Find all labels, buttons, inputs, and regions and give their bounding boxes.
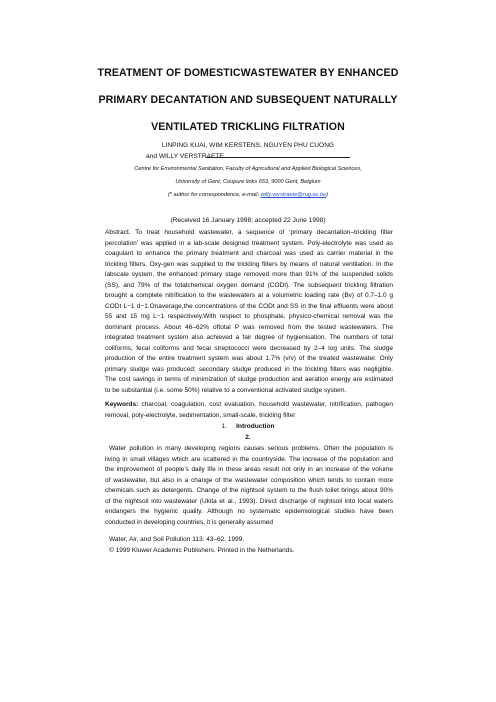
affiliation-suffix: ) <box>326 192 329 198</box>
journal-citation: Water, Air, and Soil Pollution 113: 43–62, 1999. <box>109 536 245 543</box>
copyright-line: © 1999 Kluwer Academic Publishers. Printed in the Netherlands. <box>109 547 295 554</box>
abstract-line: primary sludge was produced; secondary sludge produced in the trickling filters was negligible. <box>105 365 393 373</box>
abstract-line: coagulant to enhance the primary treatment and charcoal was used as carrier material in the <box>105 250 393 257</box>
introduction-line: conducted in developing countries, it is generally assumed <box>105 518 274 526</box>
title-line-1: TREATMENT OF DOMESTICWASTEWATER BY ENHANCED <box>97 67 399 79</box>
abstract-line: (SS), and 79% of the totalchemical oxygen demand (CODt). The subsequent trickling filtration <box>105 281 393 289</box>
affiliation-line-1: Centre for Environmental Sanitation, Faculty of Agricultural and Applied Biological Sciences, <box>134 166 362 172</box>
abstract-line: production of the entire treatment system was about 1.7% (v/v) of the treated wastewater. Only <box>105 355 393 362</box>
title-line-2: PRIMARY DECANTATION AND SUBSEQUENT NATURALLY <box>98 94 398 106</box>
keywords-text-1: charcoal, coagulation, cost evaluation, household wastewater, nitrification, pathogen <box>138 401 393 408</box>
abstract <box>105 228 393 396</box>
introduction-line: Water pollution in many developing regions causes serious problems. Often the population is <box>109 445 393 452</box>
abstract-line: CODt L−1 d−1.Onaverage,the concentrations of the CODt and SS in the final effluents were about <box>105 302 393 310</box>
abstract-line: integrated treatment system also achieved a fair degree of hygienisation. The numbers of total <box>105 334 393 341</box>
introduction-line: the improvement of people’s daily life in these areas result not only in an increase of the volume <box>105 466 393 473</box>
abstract-line: trickling filters. Oxy-gen was supplied to the trickling filters by means of natural ventilation. In the <box>105 260 393 268</box>
affiliation-prefix: (* author for correspondence, e-mail: <box>167 192 261 198</box>
keywords <box>105 400 393 421</box>
introduction-line: living in small villages which are scattered in the countryside. The increase of the population and <box>105 455 393 463</box>
abstract-line: to be substantial (i.e. some 50%) relative to a conventional activated sludge system. <box>105 386 347 394</box>
section-title: Introduction <box>236 423 275 430</box>
section-number: 1. <box>221 423 227 430</box>
email-link[interactable]: willy.verstraete@rug.ac.be <box>260 192 327 198</box>
abstract-line: dominant process. About 46–62% oftotal P was removed from the tested wastewaters. The <box>105 323 393 331</box>
received-dates: (Received 16 January 1998; accepted 22 June 1998) <box>170 217 326 224</box>
introduction-line: chemicals such as detergents. Change of the nightsoil system to the flush toilet brings about 90% <box>105 487 393 494</box>
authors-line-1: LINPING KUAI, WIM KERSTENS, NGUYEN PHU CUONG <box>161 142 335 149</box>
introduction-line: endangers the hygienic quality. Although no systematic epidemiological studies have been <box>105 508 393 515</box>
abstract-line: The cost savings in terms of minimization of sludge production and aeration energy are estimated <box>105 376 393 383</box>
abstract-line: brought a complete nitrification to the wastewaters at a volumetric loading rate (Bv) of 0.7–1.0 g <box>105 292 393 299</box>
abstract-line: percolation’ was applied in a lab-scale designed treatment system. Poly-electrolyte was used as <box>105 239 393 247</box>
keywords-line-1 <box>105 400 393 411</box>
introduction-text <box>105 444 393 528</box>
abstract-line: Abstract. To treat household wastewater, a sequence of ‘primary decantation–trickling filter <box>105 229 393 236</box>
authors-line-2: and WILLY VERSTRAETE <box>146 153 224 160</box>
section-subnumber: 2. <box>245 434 251 441</box>
abstract-line: labscale system, the enhanced primary stage removed more than 91% of the suspended solids <box>105 271 393 278</box>
introduction-line: of the nightsoil into wastewater (Ukita et al., 1993). Direct discharge of nightsoil into local waters <box>105 497 393 505</box>
abstract-line: coliforms, fecal coliforms and fecal streptococci were decreased by 2–4 log units. The sludge <box>105 344 393 352</box>
abstract-line: 55 and 15 mg L−1 respectively.With respect to phosphate, physico-chemical removal was the <box>105 313 393 320</box>
keywords-line-2: removal, poly-electrolyte, sedimentation, small-scale, trickling filter <box>105 411 296 419</box>
section-heading <box>0 423 496 430</box>
introduction-line: of wastewater, but also in a change of the wastewater composition which tends to contain more <box>105 476 393 484</box>
author-rule <box>206 157 350 158</box>
affiliation-line-2: University of Gent, Coupure links 653, 9000 Gent, Belgium <box>175 179 321 185</box>
keywords-label: Keywords: <box>105 401 139 408</box>
title-line-3: VENTILATED TRICKLING FILTRATION <box>151 121 345 133</box>
affiliation-line-3 <box>0 192 496 198</box>
